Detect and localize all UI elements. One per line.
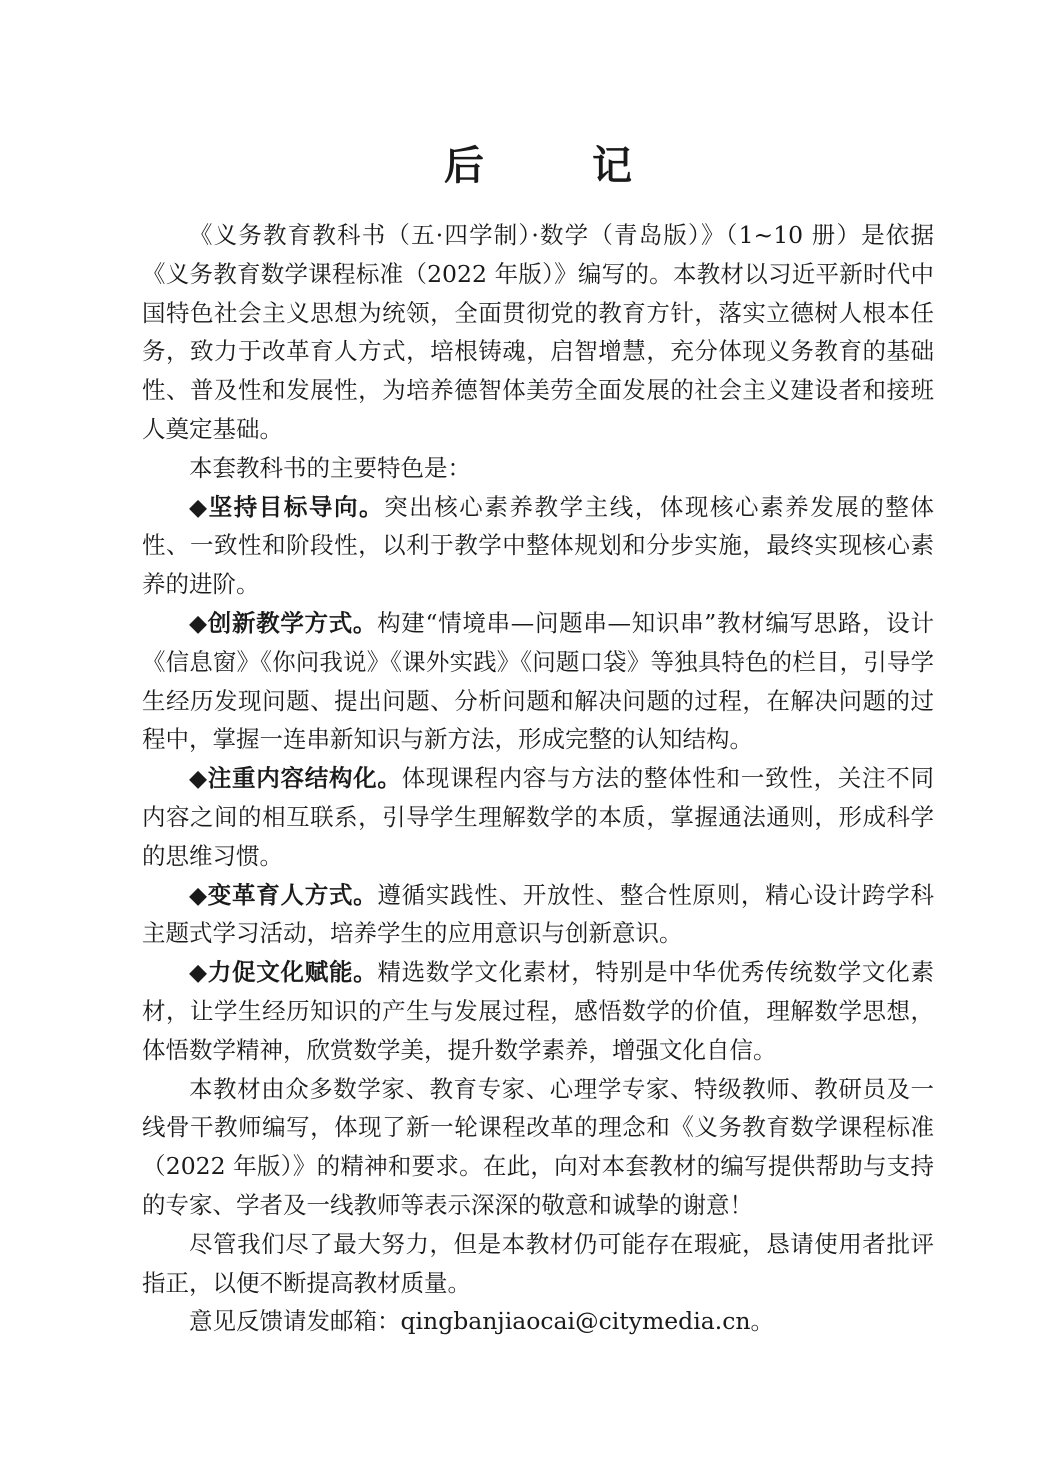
feature-heading: ◆创新教学方式。	[189, 608, 378, 637]
paragraph-feature-culture: ◆力促文化赋能。精选数学文化素材，特别是中华优秀传统数学文化素材，让学生经历知识的产生与发展过程，感悟数学的价值，理解数学思想，体悟数学精神，欣赏数学美，提升数学素养，增强文化自信。	[142, 958, 934, 1064]
paragraph-feature-goal: ◆坚持目标导向。突出核心素养教学主线，体现核心素养发展的整体性、一致性和阶段性，以利于教学中整体规划和分步实施，最终实现核心素养的进阶。	[142, 492, 935, 599]
paragraph-features-intro: 本套教科书的主要特色是：	[189, 453, 471, 482]
feature-heading: ◆注重内容结构化。	[189, 764, 402, 793]
paragraph-intro: 《义务教育教科书（五·四学制）·数学（青岛版）》（1~10 册）是依据《义务教育数学课程标准（2022 年版）》编写的。本教材以习近平新时代中国特色社会主义思想为统领，全面贯彻党的教育方针，落实立德树人根本任务，致力于改革育人方式，培根铸魂，启智增慧，充分体现义务教育的基础性、普及性和发展性，为培养德智体美劳全面发展的社会主义建设者和接班人奠定基础。	[142, 221, 934, 443]
paragraph-feature-education: ◆变革育人方式。遵循实践性、开放性、整合性原则，精心设计跨学科主题式学习活动，培养学生的应用意识与创新意识。	[142, 880, 934, 948]
page-title: 后 记	[444, 143, 666, 189]
feature-heading: ◆坚持目标导向。	[189, 492, 385, 521]
paragraph-feature-teaching: ◆创新教学方式。构建“情境串—问题串—知识串”教材编写思路，设计《信息窗》《你问我说》《课外实践》《问题口袋》等独具特色的栏目，引导学生经历发现问题、提出问题、分析问题和解决问题的过程，在解决问题的过程中，掌握一连串新知识与新方法，形成完整的认知结构。	[142, 608, 934, 754]
paragraph-feature-structure: ◆注重内容结构化。体现课程内容与方法的整体性和一致性，关注不同内容之间的相互联系，引导学生理解数学的本质，掌握通法通则，形成科学的思维习惯。	[142, 764, 935, 870]
feature-heading: ◆力促文化赋能。	[189, 958, 378, 987]
afterword-page	[142, 138, 934, 1341]
feature-heading: ◆变革育人方式。	[189, 880, 378, 909]
paragraph-feedback-request: 尽管我们尽了最大努力，但是本教材仍可能存在瑕疵，恳请使用者批评指正，以便不断提高教材质量。	[142, 1229, 934, 1297]
paragraph-acknowledgement: 本教材由众多数学家、教育专家、心理学专家、特级教师、教研员及一线骨干教师编写，体现了新一轮课程改革的理念和《义务教育数学课程标准（2022 年版）》的精神和要求。在此，向对本套教材的编写提供帮助与支持的专家、学者及一线教师等表示深深的敬意和诚挚的谢意！	[142, 1074, 934, 1219]
paragraph-contact-email: 意见反馈请发邮箱：qingbanjiaocai@citymedia.cn。	[189, 1307, 774, 1336]
